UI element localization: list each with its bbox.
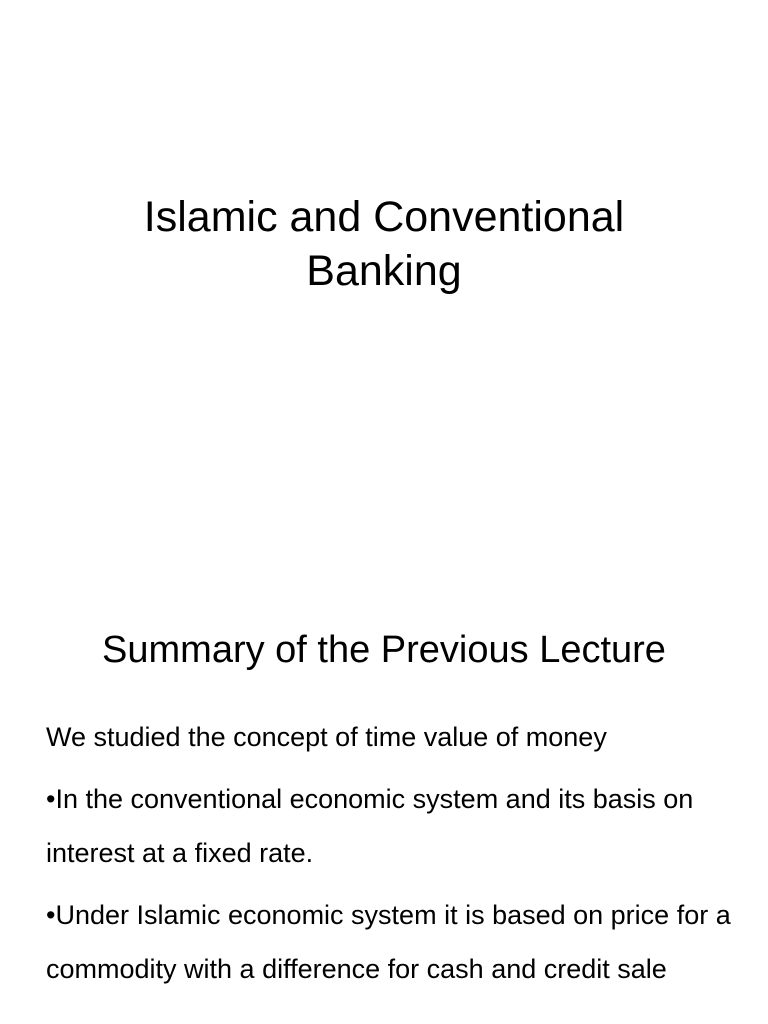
summary-point-2: •In the conventional economic system and its basis on interest at a fixed rate. — [46, 784, 694, 868]
summary-point-1: We studied the concept of time value of money — [46, 722, 607, 752]
slide-title-line-2: Banking — [306, 247, 462, 295]
summary-points — [46, 710, 746, 1004]
summary-point-3: •Under Islamic economic system it is based on price for a commodity with a difference for cash and credit sale — [46, 900, 731, 984]
slide-title-line-1: Islamic and Conventional — [143, 193, 625, 241]
slide-title — [0, 190, 768, 298]
summary-slide — [0, 576, 768, 1024]
summary-title: Summary of the Previous Lecture — [102, 629, 666, 671]
